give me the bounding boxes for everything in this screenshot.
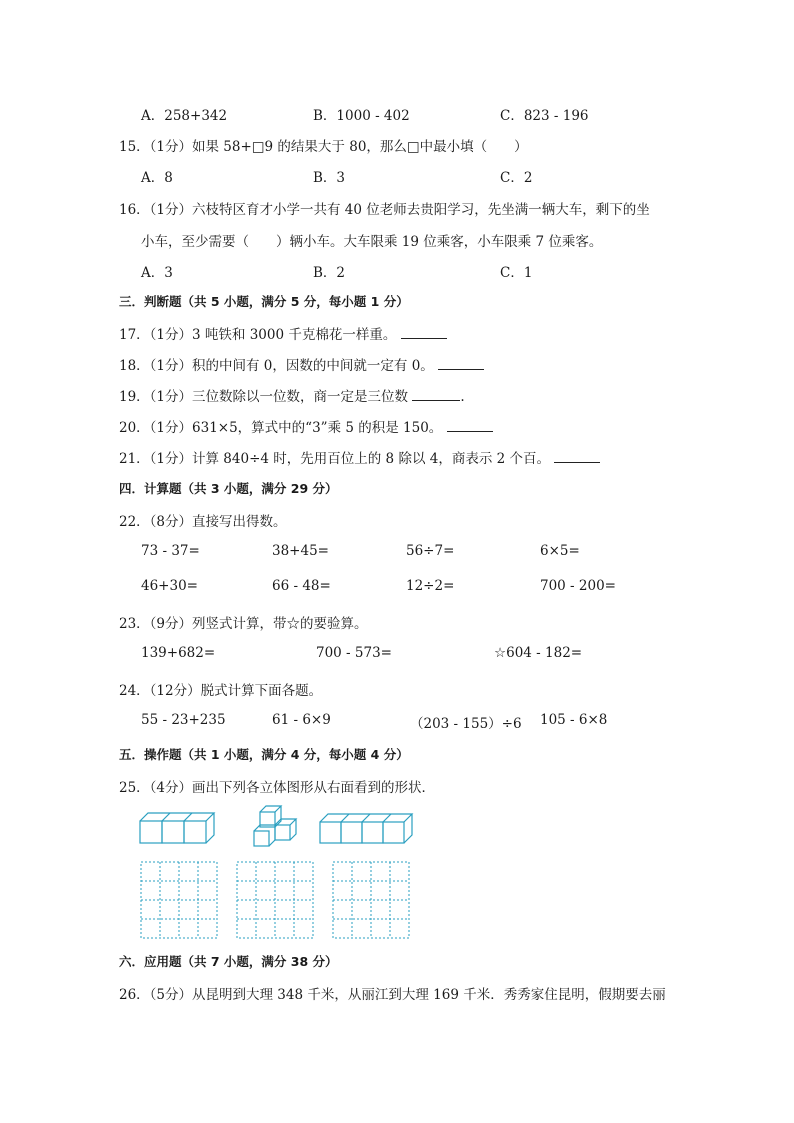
section-6-heading: 六．应用题（共 7 小题，满分 38 分）: [119, 954, 338, 969]
q23-text: 23．（9分）列竖式计算，带☆的要验算。: [119, 616, 368, 632]
q18-text: 18．（1分）积的中间有 0，因数的中间就一定有 0。: [119, 354, 484, 374]
q17-text: 17．（1分）3 吨铁和 3000 千克棉花一样重。: [119, 323, 447, 343]
q22-text: 22．（8分）直接写出得数。: [119, 514, 287, 530]
answer-blank[interactable]: [401, 324, 447, 339]
cube-figure-2: [254, 806, 296, 846]
q22-item: 66 - 48=: [272, 578, 331, 594]
q16-option-c: C．1: [500, 265, 533, 281]
q21-text: 21．（1分）计算 840÷4 时，先用百位上的 8 除以 4，商表示 2 个百。: [119, 447, 600, 467]
cube-figures: [136, 802, 426, 852]
cube-figure-3: [320, 814, 412, 843]
q24-item: 105 - 6×8: [540, 712, 608, 728]
q22-item: 46+30=: [141, 578, 198, 594]
q24-text: 24．（12分）脱式计算下面各题。: [119, 683, 323, 699]
q16-option-a: A．3: [141, 265, 173, 281]
q15-text: 15．（1分）如果 58+□9 的结果大于 80，那么□中最小填（ ）: [119, 139, 528, 155]
drawing-grid-2[interactable]: [236, 861, 316, 941]
section-3-heading: 三．判断题（共 5 小题，满分 5 分，每小题 1 分）: [119, 294, 409, 309]
q22-item: 12÷2=: [406, 578, 455, 594]
q24-item: 55 - 23+235: [141, 712, 226, 728]
q14-option-a: A．258+342: [141, 108, 228, 124]
q22-item: 38+45=: [272, 543, 329, 559]
answer-blank[interactable]: [438, 355, 484, 370]
q14-option-b: B．1000 - 402: [313, 108, 410, 124]
q26-text: 26．（5分）从昆明到大理 348 千米，从丽江到大理 169 千米．秀秀家住昆明，假期要去丽: [119, 987, 666, 1003]
q15-option-b: B．3: [313, 170, 346, 186]
q24-item: （203 - 155）÷6: [410, 716, 522, 732]
q16-option-b: B．2: [313, 265, 346, 281]
q22-item: 6×5=: [540, 543, 580, 559]
drawing-grid-3[interactable]: [332, 861, 412, 941]
q15-option-a: A．8: [141, 170, 173, 186]
section-5-heading: 五．操作题（共 1 小题，满分 4 分，每小题 4 分）: [119, 747, 409, 762]
q15-option-c: C．2: [500, 170, 533, 186]
q24-item: 61 - 6×9: [272, 712, 331, 728]
q23-item: 700 - 573=: [316, 645, 392, 661]
section-4-heading: 四．计算题（共 3 小题，满分 29 分）: [119, 481, 338, 496]
q22-item: 73 - 37=: [141, 543, 200, 559]
q16-line1: 16．（1分）六枝特区育才小学一共有 40 位老师去贵阳学习，先坐满一辆大车，剩下的坐: [119, 202, 650, 218]
q14-option-c: C．823 - 196: [500, 108, 589, 124]
q23-item: 139+682=: [141, 645, 216, 661]
drawing-grid-1[interactable]: [140, 861, 220, 941]
q16-line2: 小车，至少需要（ ）辆小车。大车限乘 19 位乘客，小车限乘 7 位乘客。: [141, 234, 603, 250]
q20-text: 20．（1分）631×5，算式中的“3”乘 5 的积是 150。: [119, 416, 493, 436]
answer-blank[interactable]: [554, 448, 600, 463]
answer-blank[interactable]: [412, 386, 460, 401]
q22-item: 56÷7=: [406, 543, 455, 559]
cube-figure-1: [140, 813, 214, 843]
q23-item: ☆604 - 182=: [494, 645, 583, 661]
q22-item: 700 - 200=: [540, 578, 616, 594]
answer-blank[interactable]: [447, 417, 493, 432]
q25-text: 25．（4分）画出下列各立体图形从右面看到的形状．: [119, 780, 436, 796]
q19-text: 19．（1分）三位数除以一位数，商一定是三位数 .: [119, 385, 465, 405]
